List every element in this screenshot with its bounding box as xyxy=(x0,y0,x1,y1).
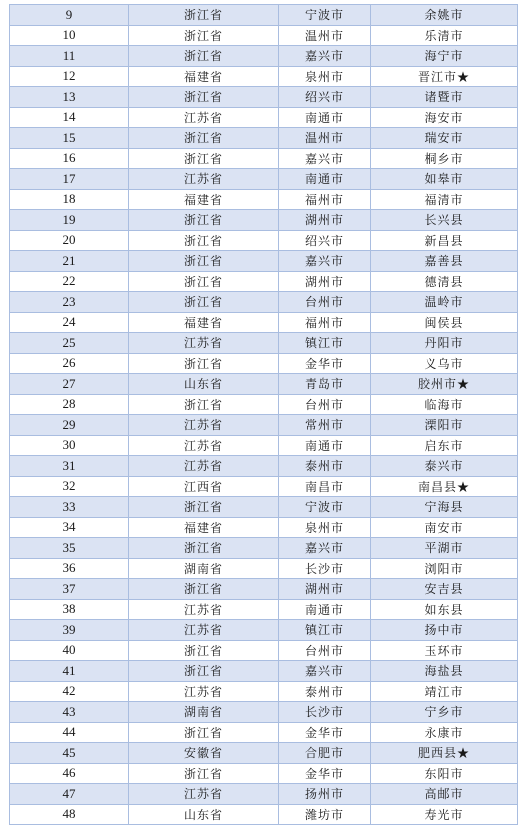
rank-cell: 37 xyxy=(10,579,129,600)
city-cell: 泉州市 xyxy=(279,66,371,87)
rank-cell: 17 xyxy=(10,169,129,190)
rank-cell: 18 xyxy=(10,189,129,210)
table-body xyxy=(10,5,518,825)
table-row xyxy=(10,87,518,108)
county-cell: 诸暨市 xyxy=(371,87,518,108)
county-cell: 嘉善县 xyxy=(371,251,518,272)
county-cell: 新昌县 xyxy=(371,230,518,251)
county-cell: 海安市 xyxy=(371,107,518,128)
city-cell: 金华市 xyxy=(279,763,371,784)
province-cell: 湖南省 xyxy=(129,558,279,579)
rank-cell: 30 xyxy=(10,435,129,456)
table-row xyxy=(10,661,518,682)
province-cell: 浙江省 xyxy=(129,25,279,46)
province-cell: 江苏省 xyxy=(129,681,279,702)
province-cell: 福建省 xyxy=(129,312,279,333)
province-cell: 浙江省 xyxy=(129,640,279,661)
city-cell: 嘉兴市 xyxy=(279,661,371,682)
county-cell: 德清县 xyxy=(371,271,518,292)
county-cell: 如皋市 xyxy=(371,169,518,190)
province-cell: 江苏省 xyxy=(129,784,279,805)
rank-cell: 22 xyxy=(10,271,129,292)
table-row xyxy=(10,538,518,559)
table-row xyxy=(10,476,518,497)
rank-cell: 24 xyxy=(10,312,129,333)
county-cell: 肥西县★ xyxy=(371,743,518,764)
province-cell: 江苏省 xyxy=(129,107,279,128)
rank-cell: 19 xyxy=(10,210,129,231)
city-cell: 泉州市 xyxy=(279,517,371,538)
province-cell: 浙江省 xyxy=(129,230,279,251)
county-cell: 寿光市 xyxy=(371,804,518,825)
rank-cell: 40 xyxy=(10,640,129,661)
city-cell: 绍兴市 xyxy=(279,87,371,108)
city-cell: 嘉兴市 xyxy=(279,148,371,169)
county-cell: 余姚市 xyxy=(371,5,518,26)
county-cell: 南昌县★ xyxy=(371,476,518,497)
table-row xyxy=(10,702,518,723)
table-row xyxy=(10,333,518,354)
city-cell: 南昌市 xyxy=(279,476,371,497)
table-row xyxy=(10,579,518,600)
province-cell: 福建省 xyxy=(129,517,279,538)
table-row xyxy=(10,784,518,805)
rank-cell: 11 xyxy=(10,46,129,67)
table-row xyxy=(10,312,518,333)
table-row xyxy=(10,189,518,210)
table-row xyxy=(10,128,518,149)
county-cell: 温岭市 xyxy=(371,292,518,313)
county-cell: 临海市 xyxy=(371,394,518,415)
city-cell: 嘉兴市 xyxy=(279,538,371,559)
rank-cell: 25 xyxy=(10,333,129,354)
county-cell: 靖江市 xyxy=(371,681,518,702)
city-cell: 福州市 xyxy=(279,312,371,333)
city-cell: 温州市 xyxy=(279,128,371,149)
province-cell: 江苏省 xyxy=(129,620,279,641)
rank-cell: 46 xyxy=(10,763,129,784)
rank-cell: 13 xyxy=(10,87,129,108)
province-cell: 江苏省 xyxy=(129,435,279,456)
county-cell: 桐乡市 xyxy=(371,148,518,169)
rank-cell: 29 xyxy=(10,415,129,436)
county-cell: 东阳市 xyxy=(371,763,518,784)
county-cell: 如东县 xyxy=(371,599,518,620)
table-row xyxy=(10,107,518,128)
city-cell: 泰州市 xyxy=(279,456,371,477)
rank-cell: 26 xyxy=(10,353,129,374)
rank-cell: 36 xyxy=(10,558,129,579)
city-cell: 湖州市 xyxy=(279,579,371,600)
province-cell: 浙江省 xyxy=(129,722,279,743)
rank-cell: 28 xyxy=(10,394,129,415)
rank-cell: 12 xyxy=(10,66,129,87)
county-cell: 宁乡市 xyxy=(371,702,518,723)
province-cell: 江苏省 xyxy=(129,415,279,436)
table-row xyxy=(10,148,518,169)
province-cell: 浙江省 xyxy=(129,271,279,292)
rank-cell: 31 xyxy=(10,456,129,477)
table-row xyxy=(10,210,518,231)
rank-cell: 47 xyxy=(10,784,129,805)
table-row xyxy=(10,517,518,538)
province-cell: 浙江省 xyxy=(129,251,279,272)
rank-cell: 16 xyxy=(10,148,129,169)
county-cell: 浏阳市 xyxy=(371,558,518,579)
rank-cell: 14 xyxy=(10,107,129,128)
city-cell: 湖州市 xyxy=(279,271,371,292)
county-cell: 闽侯县 xyxy=(371,312,518,333)
county-cell: 永康市 xyxy=(371,722,518,743)
table-row xyxy=(10,620,518,641)
province-cell: 福建省 xyxy=(129,66,279,87)
province-cell: 安徽省 xyxy=(129,743,279,764)
county-cell: 高邮市 xyxy=(371,784,518,805)
city-cell: 镇江市 xyxy=(279,620,371,641)
table-row xyxy=(10,681,518,702)
province-cell: 浙江省 xyxy=(129,148,279,169)
province-cell: 浙江省 xyxy=(129,394,279,415)
city-cell: 金华市 xyxy=(279,353,371,374)
province-cell: 山东省 xyxy=(129,374,279,395)
table-row xyxy=(10,394,518,415)
table-row xyxy=(10,558,518,579)
province-cell: 浙江省 xyxy=(129,46,279,67)
table-row xyxy=(10,640,518,661)
city-cell: 合肥市 xyxy=(279,743,371,764)
rank-cell: 48 xyxy=(10,804,129,825)
rank-cell: 43 xyxy=(10,702,129,723)
table-row xyxy=(10,353,518,374)
county-cell: 海宁市 xyxy=(371,46,518,67)
province-cell: 江苏省 xyxy=(129,599,279,620)
city-cell: 长沙市 xyxy=(279,702,371,723)
city-cell: 常州市 xyxy=(279,415,371,436)
province-cell: 浙江省 xyxy=(129,5,279,26)
table-row xyxy=(10,292,518,313)
table-row xyxy=(10,66,518,87)
rank-cell: 21 xyxy=(10,251,129,272)
province-cell: 浙江省 xyxy=(129,128,279,149)
city-cell: 湖州市 xyxy=(279,210,371,231)
province-cell: 江苏省 xyxy=(129,456,279,477)
province-cell: 浙江省 xyxy=(129,579,279,600)
county-cell: 安吉县 xyxy=(371,579,518,600)
province-cell: 江西省 xyxy=(129,476,279,497)
city-cell: 镇江市 xyxy=(279,333,371,354)
ranking-table-container xyxy=(9,4,517,825)
county-cell: 长兴县 xyxy=(371,210,518,231)
county-cell: 玉环市 xyxy=(371,640,518,661)
city-cell: 南通市 xyxy=(279,169,371,190)
table-row xyxy=(10,415,518,436)
county-cell: 启东市 xyxy=(371,435,518,456)
county-cell: 胶州市★ xyxy=(371,374,518,395)
table-row xyxy=(10,46,518,67)
city-cell: 扬州市 xyxy=(279,784,371,805)
city-cell: 宁波市 xyxy=(279,497,371,518)
table-row xyxy=(10,25,518,46)
rank-cell: 32 xyxy=(10,476,129,497)
province-cell: 江苏省 xyxy=(129,333,279,354)
province-cell: 浙江省 xyxy=(129,353,279,374)
table-row xyxy=(10,251,518,272)
city-cell: 金华市 xyxy=(279,722,371,743)
city-cell: 南通市 xyxy=(279,107,371,128)
county-cell: 丹阳市 xyxy=(371,333,518,354)
rank-cell: 38 xyxy=(10,599,129,620)
city-cell: 福州市 xyxy=(279,189,371,210)
table-row xyxy=(10,230,518,251)
rank-cell: 20 xyxy=(10,230,129,251)
city-cell: 泰州市 xyxy=(279,681,371,702)
table-row xyxy=(10,374,518,395)
province-cell: 山东省 xyxy=(129,804,279,825)
province-cell: 福建省 xyxy=(129,189,279,210)
province-cell: 浙江省 xyxy=(129,292,279,313)
city-cell: 潍坊市 xyxy=(279,804,371,825)
county-cell: 义乌市 xyxy=(371,353,518,374)
province-cell: 浙江省 xyxy=(129,210,279,231)
county-cell: 南安市 xyxy=(371,517,518,538)
county-cell: 溧阳市 xyxy=(371,415,518,436)
city-cell: 台州市 xyxy=(279,640,371,661)
rank-cell: 15 xyxy=(10,128,129,149)
rank-cell: 35 xyxy=(10,538,129,559)
city-cell: 长沙市 xyxy=(279,558,371,579)
city-cell: 台州市 xyxy=(279,394,371,415)
rank-cell: 27 xyxy=(10,374,129,395)
rank-cell: 39 xyxy=(10,620,129,641)
city-cell: 南通市 xyxy=(279,599,371,620)
county-cell: 海盐县 xyxy=(371,661,518,682)
rank-cell: 42 xyxy=(10,681,129,702)
city-cell: 宁波市 xyxy=(279,5,371,26)
city-cell: 南通市 xyxy=(279,435,371,456)
county-cell: 宁海县 xyxy=(371,497,518,518)
city-cell: 嘉兴市 xyxy=(279,251,371,272)
rank-cell: 23 xyxy=(10,292,129,313)
rank-cell: 33 xyxy=(10,497,129,518)
rank-cell: 41 xyxy=(10,661,129,682)
city-cell: 台州市 xyxy=(279,292,371,313)
county-cell: 泰兴市 xyxy=(371,456,518,477)
rank-cell: 34 xyxy=(10,517,129,538)
province-cell: 浙江省 xyxy=(129,661,279,682)
table-row xyxy=(10,497,518,518)
county-cell: 平湖市 xyxy=(371,538,518,559)
rank-cell: 45 xyxy=(10,743,129,764)
table-row xyxy=(10,456,518,477)
ranking-table xyxy=(9,4,518,825)
province-cell: 浙江省 xyxy=(129,538,279,559)
county-cell: 福清市 xyxy=(371,189,518,210)
city-cell: 温州市 xyxy=(279,25,371,46)
rank-cell: 9 xyxy=(10,5,129,26)
table-row xyxy=(10,271,518,292)
city-cell: 青岛市 xyxy=(279,374,371,395)
province-cell: 浙江省 xyxy=(129,87,279,108)
table-row xyxy=(10,722,518,743)
county-cell: 晋江市★ xyxy=(371,66,518,87)
table-row xyxy=(10,169,518,190)
province-cell: 浙江省 xyxy=(129,763,279,784)
table-row xyxy=(10,599,518,620)
rank-cell: 44 xyxy=(10,722,129,743)
county-cell: 瑞安市 xyxy=(371,128,518,149)
city-cell: 绍兴市 xyxy=(279,230,371,251)
table-row xyxy=(10,804,518,825)
county-cell: 扬中市 xyxy=(371,620,518,641)
province-cell: 江苏省 xyxy=(129,169,279,190)
table-row xyxy=(10,435,518,456)
table-row xyxy=(10,5,518,26)
province-cell: 浙江省 xyxy=(129,497,279,518)
city-cell: 嘉兴市 xyxy=(279,46,371,67)
table-row xyxy=(10,763,518,784)
rank-cell: 10 xyxy=(10,25,129,46)
province-cell: 湖南省 xyxy=(129,702,279,723)
table-row xyxy=(10,743,518,764)
county-cell: 乐清市 xyxy=(371,25,518,46)
